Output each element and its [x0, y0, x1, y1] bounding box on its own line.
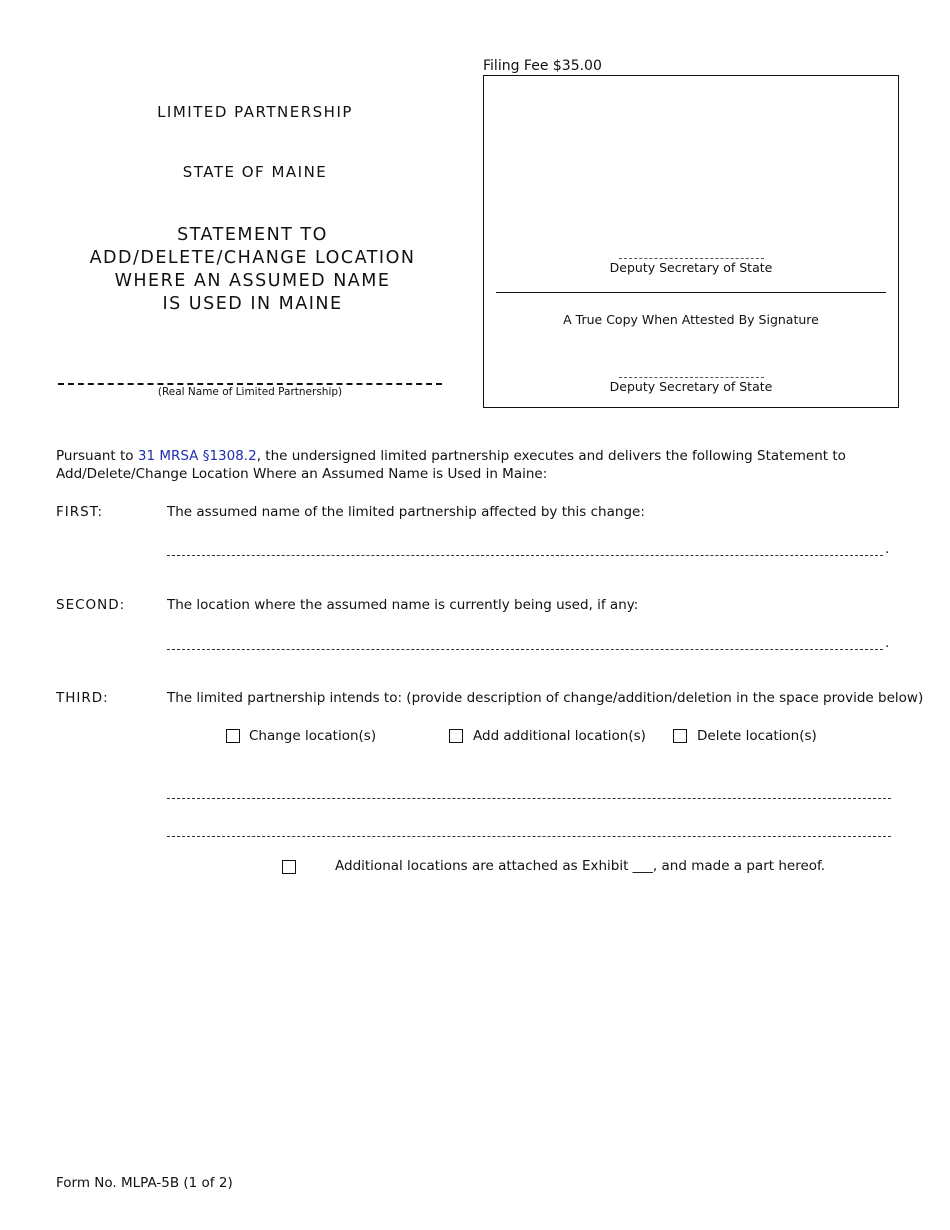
statement-title-line: WHERE AN ASSUMED NAME	[114, 271, 391, 291]
first-period: .	[885, 541, 890, 557]
delete-location-label: Delete location(s)	[697, 728, 817, 744]
second-label: SECOND:	[56, 597, 126, 613]
first-label: FIRST:	[56, 504, 104, 520]
statement-title	[55, 224, 450, 316]
second-text: The location where the assumed name is currently being used, if any:	[167, 597, 639, 613]
statute-link[interactable]: 31 MRSA §1308.2	[137, 448, 257, 464]
state-title: STATE OF MAINE	[182, 163, 328, 181]
delete-location-checkbox[interactable]	[673, 729, 687, 743]
current-location-field[interactable]	[167, 649, 883, 650]
filing-stamp-box	[483, 75, 899, 408]
description-field-line-2[interactable]	[167, 836, 891, 837]
exhibit-attached-checkbox[interactable]	[282, 860, 296, 874]
form-number: Form No. MLPA-5B (1 of 2)	[56, 1175, 233, 1191]
deputy-signature-label-2: Deputy Secretary of State	[609, 379, 773, 394]
filing-fee: Filing Fee $35.00	[483, 58, 602, 74]
form-category-title: LIMITED PARTNERSHIP	[157, 103, 353, 121]
description-field-line-1[interactable]	[167, 798, 891, 799]
intro-paragraph	[56, 447, 886, 483]
add-location-checkbox[interactable]	[449, 729, 463, 743]
intro-suffix: , the undersigned limited partnership executes and delivers the following Statement to Add/Delete/Change Location Where an Assumed Name is Used in Maine:	[56, 448, 846, 482]
statement-title-line: IS USED IN MAINE	[162, 294, 343, 314]
deputy-signature-line-2[interactable]	[619, 377, 764, 378]
statement-title-line: ADD/DELETE/CHANGE LOCATION	[89, 248, 416, 268]
real-name-caption: (Real Name of Limited Partnership)	[157, 386, 343, 398]
change-location-checkbox[interactable]	[226, 729, 240, 743]
statement-title-line: STATEMENT TO	[177, 225, 328, 245]
third-text: The limited partnership intends to: (provide description of change/addition/deletion in the space provide below)	[167, 690, 924, 706]
true-copy-text: A True Copy When Attested By Signature	[563, 312, 819, 327]
real-name-field[interactable]	[58, 383, 442, 385]
intro-prefix: Pursuant to	[56, 448, 138, 464]
exhibit-attached-label: Additional locations are attached as Exhibit ___, and made a part hereof.	[335, 858, 826, 874]
add-location-label: Add additional location(s)	[473, 728, 646, 744]
first-text: The assumed name of the limited partnership affected by this change:	[167, 504, 645, 520]
deputy-signature-label-1: Deputy Secretary of State	[609, 260, 773, 275]
second-period: .	[885, 635, 890, 651]
assumed-name-field[interactable]	[167, 555, 883, 556]
stamp-divider	[496, 292, 886, 293]
third-label: THIRD:	[56, 690, 109, 706]
deputy-signature-line-1[interactable]	[619, 258, 764, 259]
change-location-label: Change location(s)	[249, 728, 377, 744]
